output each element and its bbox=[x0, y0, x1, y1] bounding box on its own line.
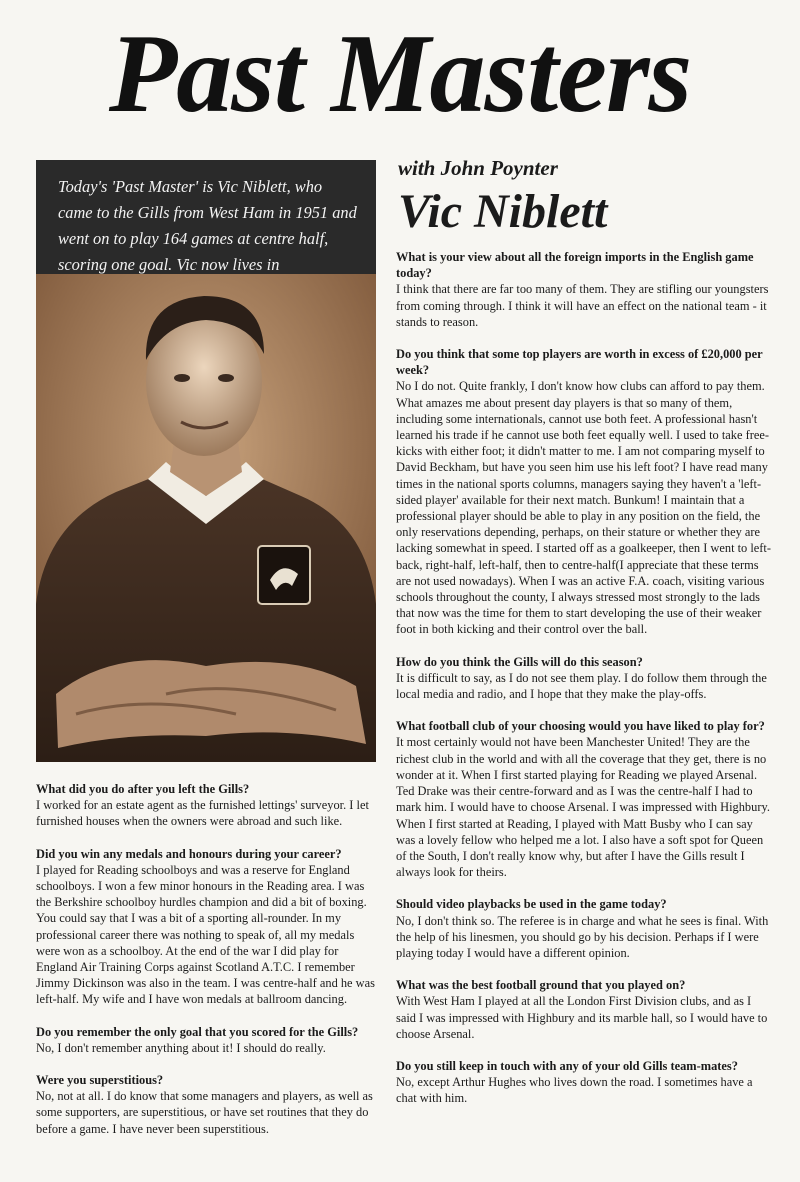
byline: with John Poynter bbox=[398, 156, 558, 180]
qa-item bbox=[396, 654, 772, 703]
question: Should video playbacks be used in the game today? bbox=[396, 897, 667, 912]
answer: It most certainly would not have been Manchester United! They are the richest club in the world and with all the coverage that they get, there is no wonder at it. When I first started playing for Reading we played Arsenal. Ted Drake was their centre-forward and as I was the centre-half I had to mark him. I would have to choose Arsenal. I was impressed with Highbury. When I first started at Reading, I played with Matt Busby who I can say was a lovely fellow who helped me a lot. I also have a soft spot for Queen of the South, I don't really know why, but after I have the Gills result I always look for theirs. bbox=[396, 735, 770, 880]
intro-box bbox=[36, 160, 376, 274]
question: What is your view about all the foreign imports in the English game today? bbox=[396, 250, 754, 281]
question: What was the best football ground that you played on? bbox=[396, 978, 686, 993]
question: Do you remember the only goal that you scored for the Gills? bbox=[36, 1024, 359, 1039]
question: Do you still keep in touch with any of your old Gills team-mates? bbox=[396, 1058, 738, 1073]
answer: With West Ham I played at all the London First Division clubs, and as I said I was impressed with Highbury and its marble hall, so I would have to choose Arsenal. bbox=[396, 994, 768, 1041]
answer: No, I don't remember anything about it! I should do really. bbox=[36, 1040, 326, 1055]
qa-item bbox=[396, 1058, 772, 1107]
answer: I played for Reading schoolboys and was a reserve for England schoolboys. I won a few minor honours in the Reading area. I was the Berkshire schoolboy hurdles champion and did a bit of boxing. You could say that I was a bit of a sporting all-rounder. In my professional career there was nothing to speak of, all my medals were won as a schoolboy. At the end of the war I did play for England Air Training Corps against Scotland A.T.C. I remember Jimmy Dickinson was also in the team. I was centre-half and he was left-half. My wife and I have won medals at ballroom dancing. bbox=[36, 862, 375, 1007]
qa-item bbox=[396, 249, 772, 330]
qa-item bbox=[36, 846, 376, 1008]
qa-item bbox=[36, 781, 376, 830]
answer: It is difficult to say, as I do not see them play. I do follow them through the local media and radio, and I hope that they make the play-offs. bbox=[396, 670, 767, 702]
answer: I think that there are far too many of them. They are stifling our youngsters from coming through. I think it will have an effect on the national team - it stands to reason. bbox=[396, 282, 769, 329]
qa-item bbox=[396, 718, 772, 880]
masthead-title: Past Masters bbox=[108, 12, 692, 136]
subject-name: Vic Niblett bbox=[398, 185, 608, 238]
player-portrait bbox=[36, 274, 376, 762]
question: Do you think that some top players are worth in excess of £20,000 per week? bbox=[396, 347, 763, 378]
left-column bbox=[36, 781, 376, 1153]
question: How do you think the Gills will do this season? bbox=[396, 654, 643, 669]
answer: I worked for an estate agent as the furnished lettings' surveyor. I let furnished houses when the owners were abroad and such like. bbox=[36, 798, 369, 829]
qa-item bbox=[36, 1024, 376, 1056]
answer: No I do not. Quite frankly, I don't know how clubs can afford to pay them. What amazes me about present day players is that so many of them, including some internationals, cannot use both feet. A professional hasn't learned his trade if he cannot use both feet equally well. I used to take free-kicks with either foot; it didn't matter to me. I am not comparing myself to David Beckham, but have you seen him use his left foot? I have read many times in the national sports columns, managers saying they haven't a 'left-sided player' available for their next match. Bunkum! I maintain that a professional player should be able to play in any position on the field, the only reservations depending, perhaps, on their stature or whether they are lacking somewhat in speed. I started off as a goalkeeper, then I went to left-back, right-half, left-half, then to centre-half(I appreciate that these terms are not used nowadays). When I was an active F.A. coach, visiting various schools throughout the county, I always stressed most strongly to the lads that now was the time for them to start developing the use of their weaker foot in both kicking and their control over the ball. bbox=[396, 379, 771, 637]
qa-item bbox=[36, 1072, 376, 1137]
question: Did you win any medals and honours during your career? bbox=[36, 846, 342, 861]
qa-item bbox=[396, 346, 772, 638]
answer: No, not at all. I do know that some managers and players, as well as some supporters, are superstitious, or have set routines that they do before a game. I have never been superstitious. bbox=[36, 1089, 373, 1136]
answer: No, I don't think so. The referee is in charge and what he sees is final. With the help of his linesmen, you should go by his decision. Perhaps if I were playing today I would have a different opinion. bbox=[396, 913, 769, 960]
qa-item bbox=[396, 977, 772, 1042]
question: What football club of your choosing would you have liked to play for? bbox=[396, 719, 765, 734]
player-photo bbox=[36, 274, 376, 762]
question: What did you do after you left the Gills? bbox=[36, 782, 250, 796]
question: Were you superstitious? bbox=[36, 1073, 164, 1088]
qa-item bbox=[396, 896, 772, 961]
intro-text: Today's 'Past Master' is Vic Niblett, who came to the Gills from West Ham in 1951 and went on to play 164 games at centre half, scoring one goal. Vic now lives in bbox=[58, 177, 357, 274]
right-column bbox=[396, 249, 772, 1123]
answer: No, except Arthur Hughes who lives down the road. I sometimes have a chat with him. bbox=[396, 1075, 753, 1106]
